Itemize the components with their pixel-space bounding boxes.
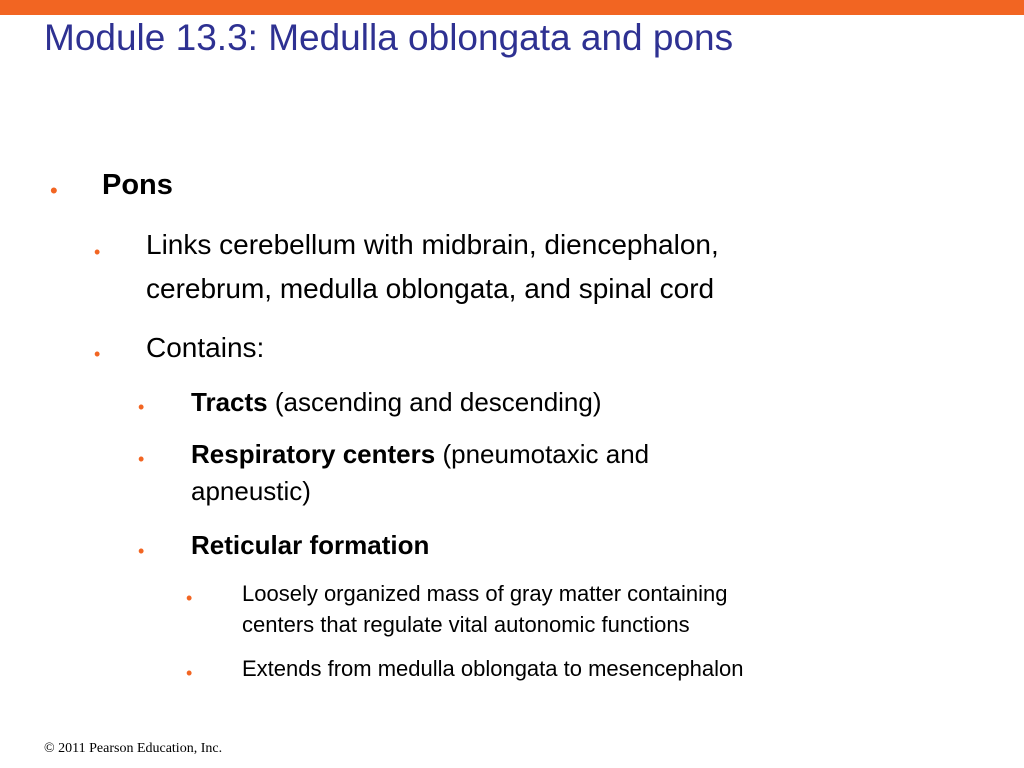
slide-title: Module 13.3: Medulla oblongata and pons xyxy=(44,17,734,58)
respiratory-bold: Respiratory centers xyxy=(191,439,436,469)
tracts-bold: Tracts xyxy=(191,387,268,417)
reticular-formation: Reticular formation xyxy=(191,530,430,560)
bullet-icon: • xyxy=(94,344,101,364)
top-accent-bar xyxy=(0,0,1024,15)
bullet-icon: • xyxy=(186,588,193,608)
respiratory-rest: (pneumotaxic and xyxy=(435,439,650,469)
tracts-rest: (ascending and descending) xyxy=(267,387,602,417)
bullet-icon: • xyxy=(186,663,193,683)
contains-label: Contains: xyxy=(146,332,265,363)
links-line-2: cerebrum, medulla oblongata, and spinal cord xyxy=(146,273,715,304)
tracts-item xyxy=(191,385,602,420)
links-line-1: Links cerebellum with midbrain, diencephalon, xyxy=(146,229,719,260)
extends-item: Extends from medulla oblongata to mesencephalon xyxy=(242,656,744,681)
bullet-icon: • xyxy=(138,449,145,469)
respiratory-item xyxy=(191,437,649,472)
loosely-line-1: Loosely organized mass of gray matter containing xyxy=(242,581,728,606)
loosely-line-2: centers that regulate vital autonomic functions xyxy=(242,612,690,637)
bullet-icon: • xyxy=(94,242,101,262)
copyright-footer: © 2011 Pearson Education, Inc. xyxy=(44,741,223,756)
pons-heading: Pons xyxy=(102,169,173,201)
bullet-icon: • xyxy=(138,397,145,417)
bullet-icon: • xyxy=(138,541,145,561)
respiratory-line-2: apneustic) xyxy=(191,476,311,506)
bullet-icon: • xyxy=(50,178,58,203)
